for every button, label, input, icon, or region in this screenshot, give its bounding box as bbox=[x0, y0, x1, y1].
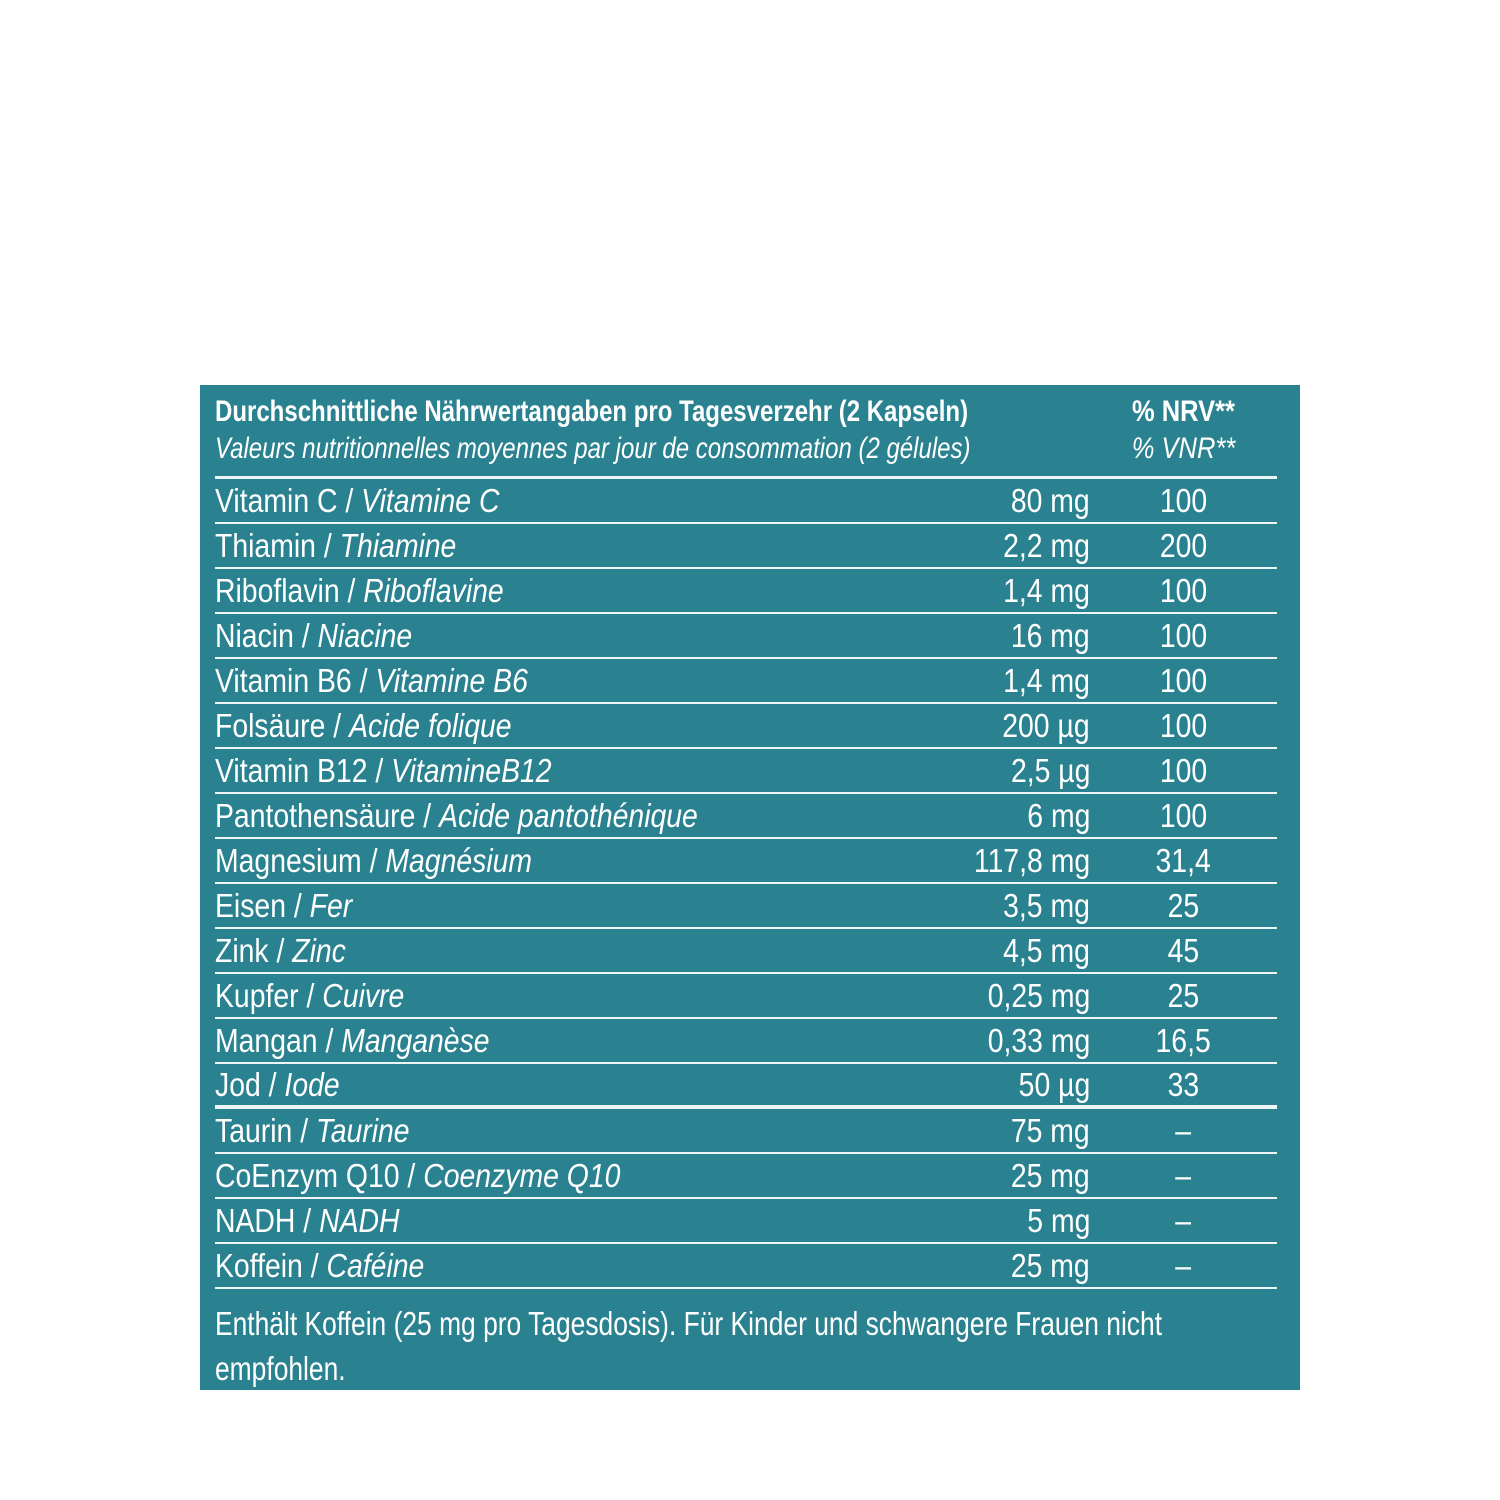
nutrition-facts-table bbox=[200, 385, 1300, 1390]
table-row bbox=[215, 614, 1277, 659]
header-nrv-fr: % VNR** bbox=[1131, 432, 1236, 465]
nutrient-name-fr: Taurine bbox=[315, 1111, 410, 1149]
nutrient-name-fr: NADH bbox=[319, 1201, 400, 1239]
nutrient-amount: 3,5 mg bbox=[1003, 886, 1090, 924]
nutrient-name-de: Folsäure bbox=[215, 706, 326, 744]
table-row bbox=[215, 659, 1277, 704]
table-row bbox=[215, 1109, 1277, 1154]
nutrient-nrv-percent: 100 bbox=[1159, 751, 1208, 789]
table-row bbox=[215, 794, 1277, 839]
nutrient-name-de: Taurin bbox=[215, 1111, 293, 1149]
nutrient-name bbox=[215, 842, 930, 880]
nutrient-name bbox=[215, 1157, 930, 1195]
nutrient-nrv-percent: – bbox=[1175, 1201, 1192, 1239]
nutrient-nrv-percent: – bbox=[1175, 1246, 1192, 1284]
nutrient-name-de: Magnesium bbox=[215, 841, 362, 879]
header-nrv-de: % NRV** bbox=[1131, 395, 1235, 428]
table-body bbox=[215, 479, 1277, 1289]
nutrient-nrv-percent: 100 bbox=[1159, 571, 1208, 609]
nutrient-name-de: Niacin bbox=[215, 616, 294, 654]
table-row bbox=[215, 524, 1277, 569]
nutrient-nrv-percent: – bbox=[1175, 1111, 1192, 1149]
nutrient-name-de: Zink bbox=[215, 931, 269, 969]
table-row bbox=[215, 1244, 1277, 1289]
nutrient-name-fr: Acide pantothénique bbox=[439, 796, 698, 834]
nutrient-name bbox=[215, 572, 930, 610]
nutrient-name-fr: Manganèse bbox=[341, 1021, 490, 1059]
name-separator: / bbox=[415, 796, 440, 834]
nutrient-amount: 16 mg bbox=[1011, 616, 1090, 654]
table-row bbox=[215, 749, 1277, 794]
nutrient-amount: 4,5 mg bbox=[1003, 931, 1090, 969]
nutrient-name-fr: Vitamine C bbox=[361, 481, 500, 519]
nutrient-name bbox=[215, 932, 930, 970]
table-header bbox=[215, 393, 1277, 479]
nutrient-amount: 117,8 mg bbox=[973, 841, 1090, 879]
nutrient-nrv-percent: 31,4 bbox=[1155, 841, 1212, 879]
nutrient-name-de: Vitamin C bbox=[215, 481, 338, 519]
nutrient-name-de: Thiamin bbox=[215, 526, 316, 564]
nutrient-amount: 0,33 mg bbox=[987, 1021, 1090, 1059]
nutrient-name-de: Riboflavin bbox=[215, 571, 340, 609]
nutrient-name bbox=[215, 977, 930, 1015]
name-separator: / bbox=[351, 661, 376, 699]
nutrient-name bbox=[215, 707, 930, 745]
nutrient-nrv-percent: 100 bbox=[1159, 481, 1208, 519]
name-separator: / bbox=[325, 706, 350, 744]
nutrient-name-de: Vitamin B6 bbox=[215, 661, 352, 699]
name-separator: / bbox=[302, 1246, 327, 1284]
nutrient-amount: 200 µg bbox=[1002, 706, 1090, 744]
nutrient-name-fr: Vitamine B6 bbox=[375, 661, 528, 699]
name-separator: / bbox=[298, 976, 323, 1014]
nutrient-nrv-percent: 100 bbox=[1159, 616, 1208, 654]
nutrient-amount: 1,4 mg bbox=[1003, 571, 1090, 609]
nutrient-name-fr: VitamineB12 bbox=[391, 751, 552, 789]
nutrient-name bbox=[215, 662, 930, 700]
nutrient-amount: 50 µg bbox=[1018, 1065, 1090, 1103]
nutrient-name-fr: Riboflavine bbox=[363, 571, 504, 609]
name-separator: / bbox=[295, 1201, 320, 1239]
nutrient-name bbox=[215, 797, 930, 835]
table-row bbox=[215, 1064, 1277, 1109]
nutrient-nrv-percent: 100 bbox=[1159, 796, 1208, 834]
table-row bbox=[215, 884, 1277, 929]
nutrient-name-fr: Magnésium bbox=[385, 841, 533, 879]
nutrient-name bbox=[215, 1066, 930, 1104]
header-title-de: Durchschnittliche Nährwertangaben pro Tagesverzehr (2 Kapseln) bbox=[215, 395, 969, 428]
nutrient-name bbox=[215, 482, 930, 520]
nutrient-name-de: NADH bbox=[215, 1201, 296, 1239]
nutrient-nrv-percent: 16,5 bbox=[1155, 1021, 1212, 1059]
name-separator: / bbox=[367, 751, 392, 789]
name-separator: / bbox=[286, 886, 310, 924]
nutrient-name-fr: Thiamine bbox=[339, 526, 457, 564]
nutrient-name-fr: Niacine bbox=[317, 616, 413, 654]
name-separator: / bbox=[293, 616, 318, 654]
nutrient-nrv-percent: 100 bbox=[1159, 661, 1208, 699]
nutrient-name-de: Vitamin B12 bbox=[215, 751, 368, 789]
nutrient-name-fr: Iode bbox=[284, 1065, 340, 1103]
name-separator: / bbox=[339, 571, 364, 609]
name-separator: / bbox=[260, 1065, 285, 1103]
nutrient-name-de: Pantothensäure bbox=[215, 796, 416, 834]
nutrient-name bbox=[215, 752, 930, 790]
name-separator: / bbox=[399, 1156, 424, 1194]
nutrient-name bbox=[215, 887, 930, 925]
nutrient-amount: 5 mg bbox=[1026, 1201, 1090, 1239]
caffeine-footnote: Enthält Koffein (25 mg pro Tagesdosis). Für Kinder und schwangere Frauen nicht empfohlen. bbox=[215, 1305, 1163, 1387]
name-separator: / bbox=[337, 481, 362, 519]
name-separator: / bbox=[268, 931, 293, 969]
nutrient-name bbox=[215, 1022, 930, 1060]
table-row bbox=[215, 839, 1277, 884]
nutrient-name bbox=[215, 1247, 930, 1285]
nutrient-name-fr: Caféine bbox=[326, 1246, 425, 1284]
nutrient-amount: 80 mg bbox=[1011, 481, 1090, 519]
nutrient-name-fr: Cuivre bbox=[322, 976, 405, 1014]
nutrient-amount: 2,5 µg bbox=[1010, 751, 1090, 789]
nutrient-name-de: Koffein bbox=[215, 1246, 303, 1284]
nutrient-nrv-percent: 45 bbox=[1167, 931, 1200, 969]
nutrient-name-fr: Fer bbox=[309, 886, 353, 924]
nutrient-name bbox=[215, 617, 930, 655]
nutrient-amount: 1,4 mg bbox=[1003, 661, 1090, 699]
nutrient-amount: 75 mg bbox=[1011, 1111, 1090, 1149]
nutrient-nrv-percent: – bbox=[1175, 1156, 1192, 1194]
nutrient-amount: 25 mg bbox=[1011, 1246, 1090, 1284]
table-row bbox=[215, 929, 1277, 974]
nutrient-nrv-percent: 25 bbox=[1167, 886, 1200, 924]
nutrient-name-de: Kupfer bbox=[215, 976, 299, 1014]
nutrient-amount: 2,2 mg bbox=[1003, 526, 1090, 564]
nutrient-nrv-percent: 200 bbox=[1159, 526, 1208, 564]
header-title-fr: Valeurs nutritionnelles moyennes par jour de consommation (2 gélules) bbox=[215, 432, 971, 465]
nutrient-amount: 0,25 mg bbox=[987, 976, 1090, 1014]
table-row bbox=[215, 1019, 1277, 1064]
nutrient-name bbox=[215, 1112, 930, 1150]
table-row bbox=[215, 569, 1277, 614]
nutrient-name-fr: Zinc bbox=[292, 931, 346, 969]
nutrient-name-de: Jod bbox=[215, 1065, 261, 1103]
table-row bbox=[215, 1154, 1277, 1199]
name-separator: / bbox=[315, 526, 340, 564]
nutrient-amount: 25 mg bbox=[1011, 1156, 1090, 1194]
nutrient-name-de: Eisen bbox=[215, 886, 287, 924]
table-header-nrv bbox=[1090, 393, 1277, 467]
nutrient-name-de: CoEnzym Q10 bbox=[215, 1156, 400, 1194]
nutrient-name bbox=[215, 1202, 930, 1240]
name-separator: / bbox=[361, 841, 386, 879]
table-row bbox=[215, 1199, 1277, 1244]
name-separator: / bbox=[292, 1111, 316, 1149]
table-row bbox=[215, 974, 1277, 1019]
nutrient-name-fr: Coenzyme Q10 bbox=[423, 1156, 621, 1194]
nutrient-name-de: Mangan bbox=[215, 1021, 318, 1059]
nutrient-name bbox=[215, 527, 930, 565]
nutrient-name-fr: Acide folique bbox=[349, 706, 512, 744]
nutrient-nrv-percent: 33 bbox=[1167, 1065, 1200, 1103]
name-separator: / bbox=[317, 1021, 342, 1059]
nutrient-nrv-percent: 100 bbox=[1159, 706, 1208, 744]
nutrient-nrv-percent: 25 bbox=[1167, 976, 1200, 1014]
table-header-title bbox=[215, 393, 1090, 467]
table-row bbox=[215, 704, 1277, 749]
table-row bbox=[215, 479, 1277, 524]
nutrient-amount: 6 mg bbox=[1026, 796, 1090, 834]
